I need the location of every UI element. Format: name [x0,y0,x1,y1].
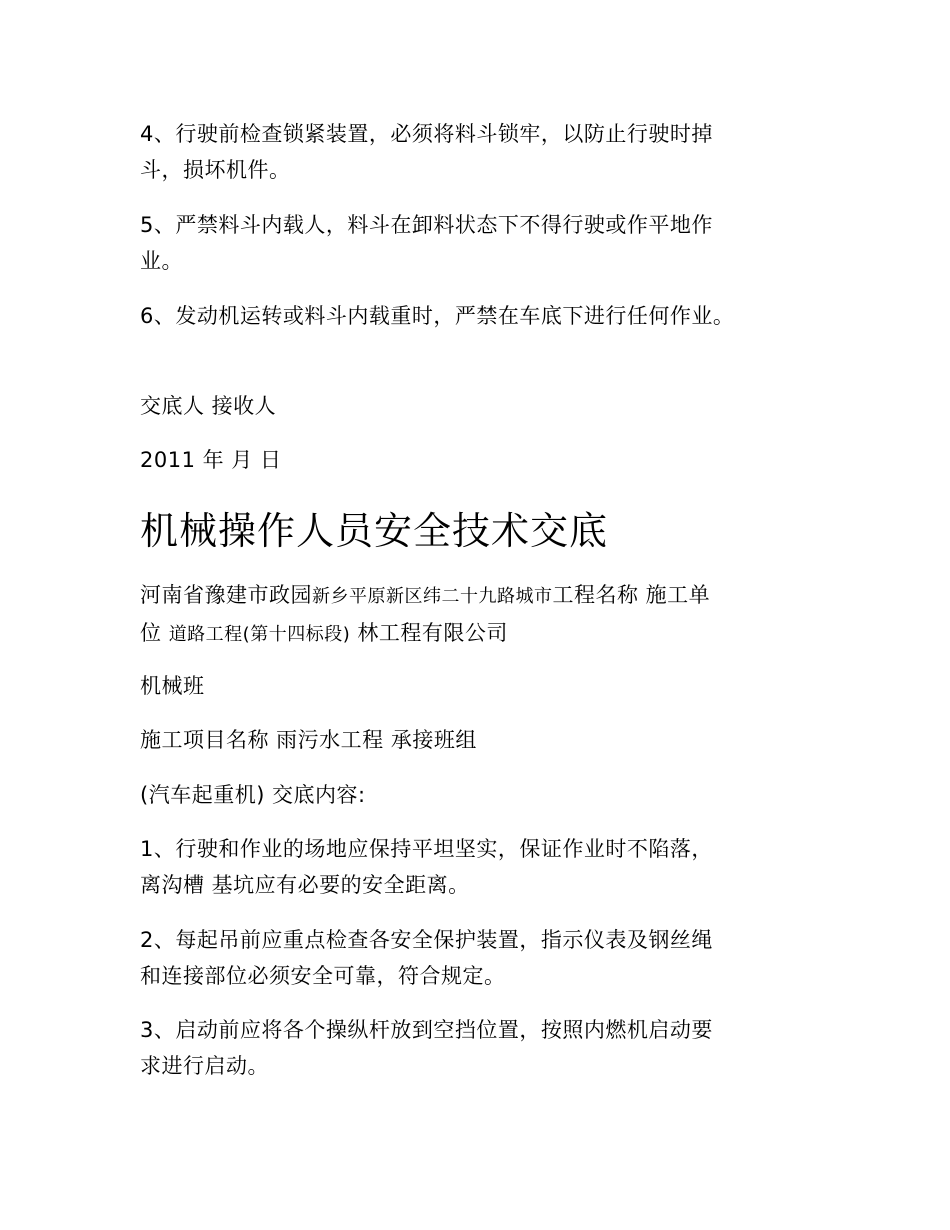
document-title: 机械操作人员安全技术交底 [140,509,609,553]
info-road: 新乡平原新区纬二十九路城市 [312,586,553,607]
rule-3 [140,1012,820,1084]
item-4 [140,116,820,188]
project-name-line [140,722,820,758]
rule-1-line-2: 离沟槽 基坑应有必要的安全距离。 [140,873,470,897]
date-text: 2011 年 月 日 [140,448,282,472]
item-5-line-2: 业。 [140,249,183,273]
rule-2-line-1: 2、每起吊前应重点检查各安全保护装置，指示仪表及钢丝绳 [140,928,713,952]
item-6 [140,298,840,334]
date-line [140,442,820,478]
info-line-2 [140,621,508,645]
rule-3-line-2: 求进行启动。 [140,1054,269,1078]
info-unit-tail: 位 [140,621,169,645]
team-text: 机械班 [140,674,205,698]
content-label-text: (汽车起重机) 交底内容: [140,783,366,807]
signers-text: 交底人 接收人 [140,394,277,418]
info-line-1 [140,583,710,607]
rule-1 [140,831,820,903]
rule-1-line-1: 1、行驶和作业的场地应保持平坦坚实，保证作业时不陷落， [140,837,713,861]
item-5 [140,207,820,279]
item-4-line-2: 斗，损坏机件。 [140,158,291,182]
team-line [140,668,820,704]
project-info [140,577,840,653]
item-4-line-1: 4、行驶前检查锁紧装置，必须将料斗锁牢，以防止行驶时掉 [140,122,713,146]
info-road-section: 道路工程(第十四标段) [168,624,351,645]
rule-3-line-1: 3、启动前应将各个操纵杆放到空挡位置，按照内燃机启动要 [140,1018,713,1042]
info-company: 林工程有限公司 [350,621,508,645]
info-project-label: 工程名称 施工单 [552,583,711,607]
signers-line [140,388,820,424]
item-5-line-1: 5、严禁料斗内载人，料斗在卸料状态下不得行驶或作平地作 [140,213,713,237]
rule-2 [140,922,820,994]
info-province: 河南省豫建市政园 [140,583,312,607]
rule-2-line-2: 和连接部位必须安全可靠，符合规定。 [140,964,506,988]
item-6-line-1: 6、发动机运转或料斗内载重时，严禁在车底下进行任何作业。 [140,304,735,328]
content-label-line [140,777,820,813]
project-name-text: 施工项目名称 雨污水工程 承接班组 [140,728,477,752]
